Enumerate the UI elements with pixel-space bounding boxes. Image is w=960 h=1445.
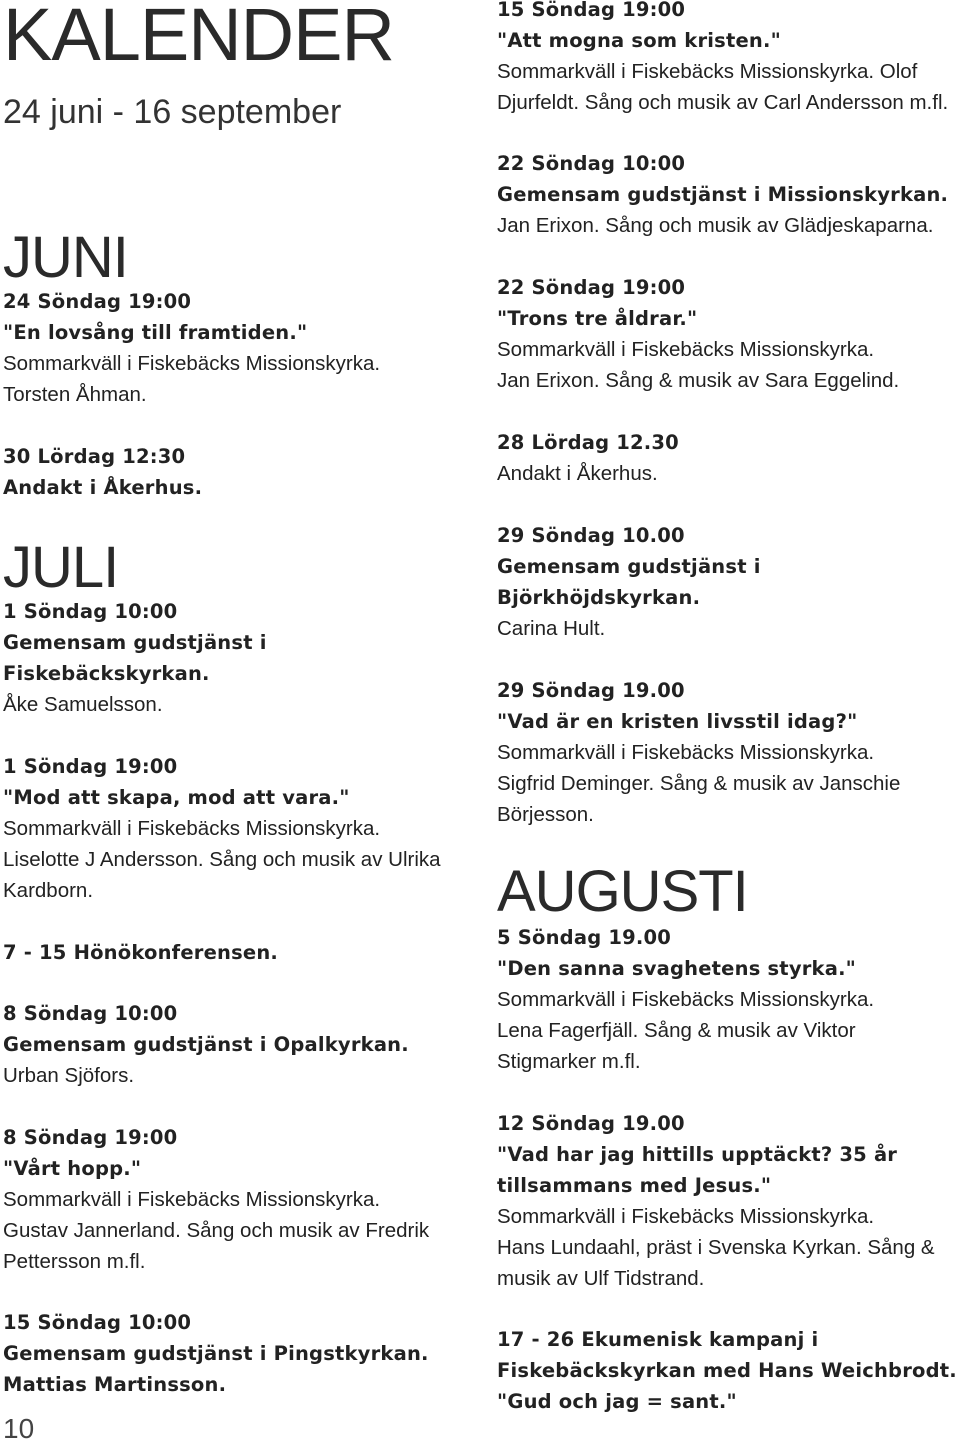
event-description: Djurfeldt. Sång och musik av Carl Andersson m.fl. [497,91,949,114]
event-title: "Gud och jag = sant." [497,1390,737,1413]
event-description: Liselotte J Andersson. Sång och musik av Ulrika [3,848,441,871]
event-description: Andakt i Åkerhus. [497,462,658,485]
event-juli-9 [497,427,957,489]
event-datetime: 29 Söndag 19.00 [497,679,685,702]
event-description: Jan Erixon. Sång och musik av Glädjeskaparna. [497,214,934,237]
event-description: Stigmarker m.fl. [497,1050,641,1073]
event-description: Sommarkväll i Fiskebäcks Missionskyrka. [497,338,875,361]
event-description: Sommarkväll i Fiskebäcks Missionskyrka. [497,988,875,1011]
event-datetime: 28 Lördag 12.30 [497,431,679,454]
event-description: Lena Fagerfjäll. Sång & musik av Viktor [497,1019,856,1042]
event-description: Börjesson. [497,803,594,826]
event-augusti-2 [497,1324,957,1417]
event-description: Jan Erixon. Sång & musik av Sara Eggelind. [497,369,900,392]
event-datetime: 30 Lördag 12:30 [3,445,186,468]
event-datetime: 29 Söndag 10.00 [497,524,685,547]
event-title: "Vad är en kristen livsstil idag?" [497,710,858,733]
event-juli-6 [497,0,957,118]
page-number: 10 [3,1413,35,1444]
event-description: Sommarkväll i Fiskebäcks Missionskyrka. [497,741,875,764]
event-description: Sommarkväll i Fiskebäcks Missionskyrka. Olof [497,60,918,83]
event-juni-1 [3,441,473,503]
event-title: Gemensam gudstjänst i Missionskyrkan. [497,183,949,206]
event-title: "Vad har jag hittills upptäckt? 35 år [497,1143,898,1166]
event-description: musik av Ulf Tidstrand. [497,1267,705,1290]
event-title: "Den sanna svaghetens styrka." [497,957,857,980]
event-juli-3 [3,998,473,1091]
event-juli-2 [3,937,473,968]
event-datetime: 17 - 26 Ekumenisk kampanj i [497,1328,819,1351]
event-title: "En lovsång till framtiden." [3,321,308,344]
event-description: Hans Lundaahl, präst i Svenska Kyrkan. Sång & [497,1236,935,1259]
event-title: Gemensam gudstjänst i [3,631,267,654]
month-heading-juni: JUNI [3,225,128,290]
event-juli-10 [497,520,957,644]
event-title: Mattias Martinsson. [3,1373,227,1396]
event-datetime: 15 Söndag 10:00 [3,1311,192,1334]
event-title: Björkhöjdskyrkan. [497,586,701,609]
event-datetime: 1 Söndag 19:00 [3,755,178,778]
month-heading-augusti: AUGUSTI [497,859,748,924]
event-juni-0 [3,286,473,410]
event-description: Gustav Jannerland. Sång och musik av Fredrik [3,1219,430,1242]
event-title: "Mod att skapa, mod att vara." [3,786,350,809]
event-description: Sommarkväll i Fiskebäcks Missionskyrka. [497,1205,875,1228]
event-title: Fiskebäckskyrkan med Hans Weichbrodt. [497,1359,957,1382]
event-datetime: 8 Söndag 10:00 [3,1002,178,1025]
event-title: Gemensam gudstjänst i Pingstkyrkan. [3,1342,429,1365]
event-description: Sommarkväll i Fiskebäcks Missionskyrka. [3,352,381,375]
event-datetime: 5 Söndag 19.00 [497,926,672,949]
event-title: "Trons tre åldrar." [497,307,698,330]
event-juli-8 [497,272,957,396]
event-description: Åke Samuelsson. [3,693,163,716]
event-datetime: 1 Söndag 10:00 [3,600,178,623]
event-augusti-0 [497,922,957,1077]
month-heading-juli: JULI [3,535,119,600]
event-juli-11 [497,675,957,830]
event-datetime: 22 Söndag 19:00 [497,276,686,299]
event-description: Carina Hult. [497,617,606,640]
event-datetime: 8 Söndag 19:00 [3,1126,178,1149]
event-juli-7 [497,148,957,241]
event-title: "Att mogna som kristen." [497,29,781,52]
event-title: Fiskebäckskyrkan. [3,662,210,685]
event-datetime: 7 - 15 Hönökonferensen. [3,941,279,964]
event-description: Pettersson m.fl. [3,1250,146,1273]
event-description: Kardborn. [3,879,94,902]
event-description: Urban Sjöfors. [3,1064,135,1087]
page-title: KALENDER [3,0,394,76]
event-datetime: 24 Söndag 19:00 [3,290,192,313]
event-description: Sommarkväll i Fiskebäcks Missionskyrka. [3,817,381,840]
event-datetime: 12 Söndag 19.00 [497,1112,685,1135]
event-juli-5 [3,1307,473,1400]
event-title: "Vårt hopp." [3,1157,142,1180]
event-datetime: 22 Söndag 10:00 [497,152,686,175]
event-juli-4 [3,1122,473,1277]
event-title: tillsammans med Jesus." [497,1174,772,1197]
event-juli-1 [3,751,473,906]
event-title: Gemensam gudstjänst i Opalkyrkan. [3,1033,409,1056]
event-juli-0 [3,596,473,720]
event-title: Andakt i Åkerhus. [3,476,203,499]
event-title: Gemensam gudstjänst i [497,555,761,578]
event-description: Torsten Åhman. [3,383,147,406]
event-description: Sommarkväll i Fiskebäcks Missionskyrka. [3,1188,381,1211]
event-description: Sigfrid Deminger. Sång & musik av Janschie [497,772,901,795]
event-datetime: 15 Söndag 19:00 [497,0,686,21]
date-range: 24 juni - 16 september [3,93,342,131]
event-augusti-1 [497,1108,957,1294]
